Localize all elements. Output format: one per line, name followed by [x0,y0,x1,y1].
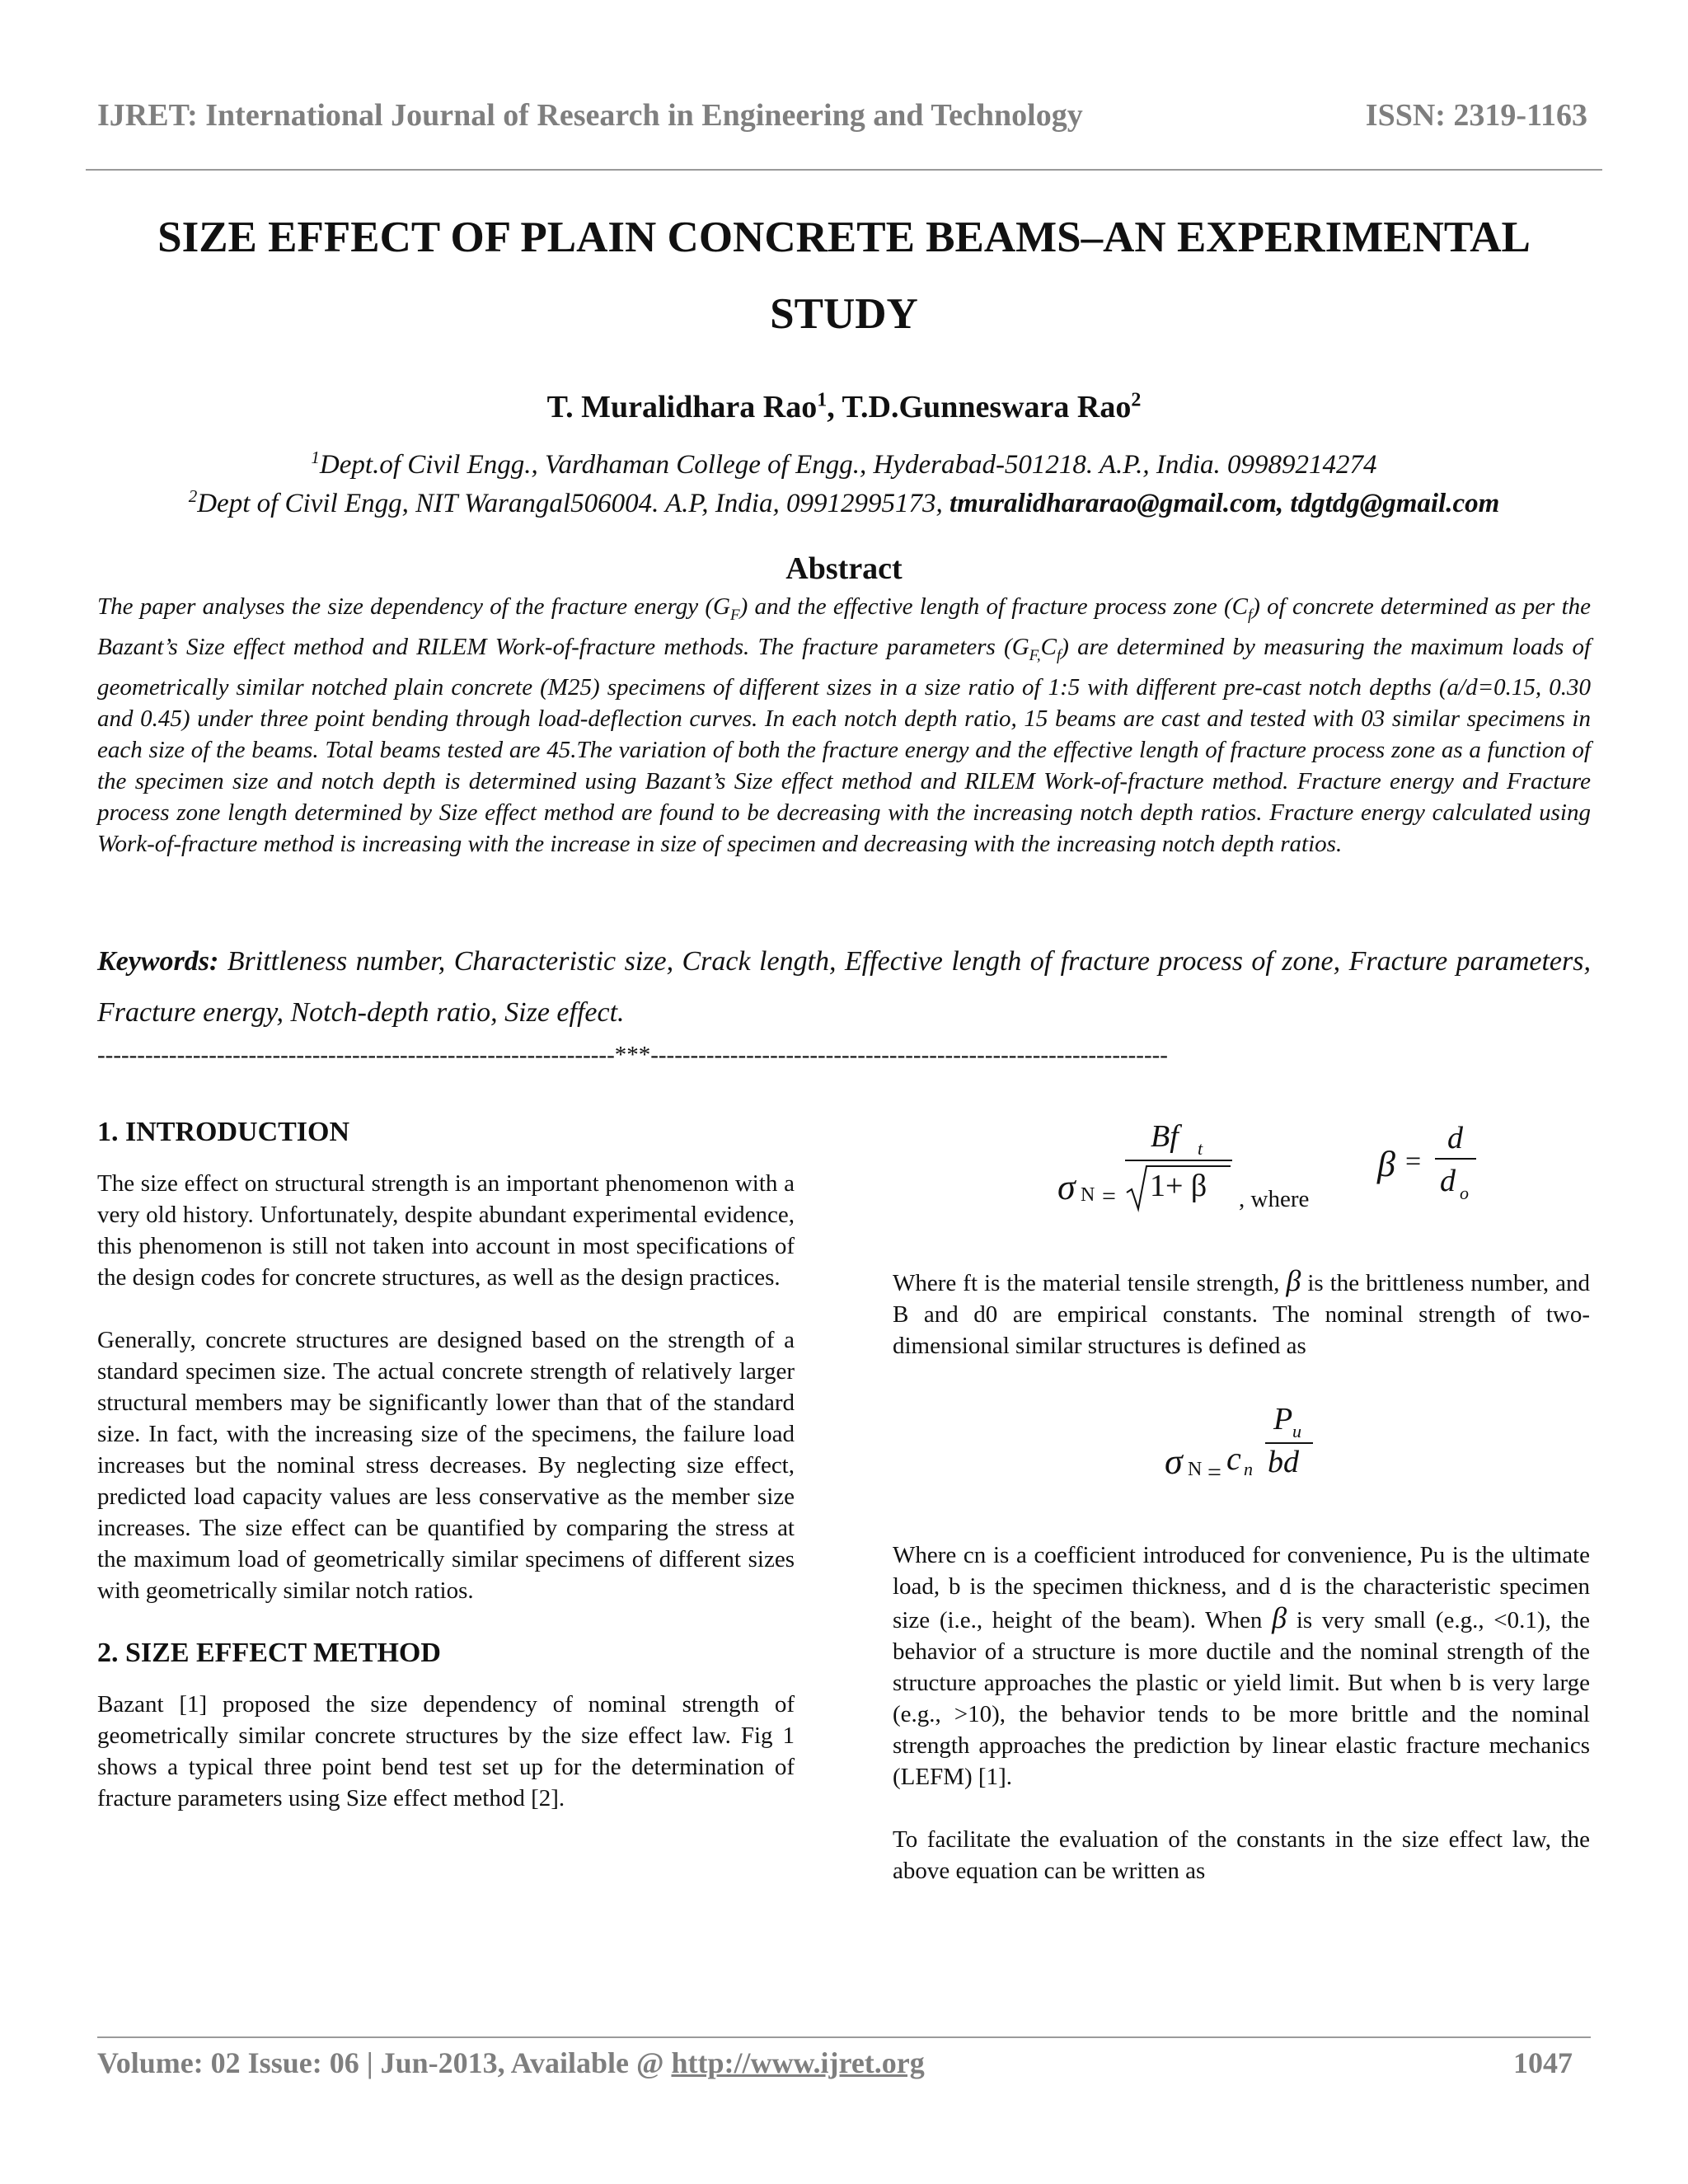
footer-volume [97,2046,925,2080]
abstract-text: ) are determined by measuring the maximum loads of geometrically similar notched plain concrete (M25) specimens of different sizes in a size ratio of 1:5 with different pre-cast notch depths (a/d=0.15, 0.30 and 0.45) under three point bending through load-deflection curves. In each notch depth ratio, 15 beams are cast and tested with 03 similar specimens in each size of the beams. Total beams tested are 45.The variation of both the fracture energy and the effective length of fracture process zone as a function of the specimen size and notch depth is determined using Bazant’s Size effect method and RILEM Work-of-fracture method. Fracture energy and Fracture process zone length determined by Size effect method are found to be decreasing with the increasing notch depth ratios. Fracture energy calculated using Work-of-fracture method is increasing with the increase in size of specimen and decreasing with the increasing notch depth ratios. [97,633,1591,857]
affiliation-2-text: Dept of Civil Engg, NIT Warangal506004. A.P, India, 09912995173, [197,489,950,518]
eq2-equals: = [1207,1459,1221,1486]
eq1-numerator-sub: t [1198,1138,1203,1159]
right-paragraph-2 [893,1540,1590,1793]
author-2-sup: 2 [1131,389,1142,411]
keywords-label: Keywords: [97,946,219,977]
author-emails: tmuralidhararao@gmail.com, tdgtdg@gmail.com [949,489,1500,518]
eq2-coefficient: c [1226,1440,1241,1477]
eq1-beta-denominator: d [1440,1164,1456,1198]
keywords [97,936,1591,1038]
abstract-text: ) of concrete determined as per the Bazant’s Size effect method and RILEM Work-of-fracture methods. The fracture parameters (G [97,593,1592,660]
eq1-numerator: Bf [1151,1119,1179,1154]
eq2-sigma: σ [1165,1441,1183,1482]
header-rule [86,169,1602,171]
eq1-where: , where [1239,1186,1310,1212]
eq1-denominator: 1+ β [1150,1169,1207,1203]
beta-symbol: β [1286,1264,1301,1297]
author-sep: , [827,390,842,424]
author-1: T. Muralidhara Rao [546,390,818,424]
size-effect-heading: 2. SIZE EFFECT METHOD [97,1638,441,1668]
issn-header: ISSN: 2319-1163 [1365,98,1587,133]
size-effect-paragraph: Bazant [1] proposed the size dependency of nominal strength of geometrically similar concrete structures by the size effect law. Fig 1 shows a typical three point bend test set up for the determination of fracture parameters using Size effect method [2]. [97,1691,795,1811]
affiliation-2-sup: 2 [188,486,198,506]
author-1-sup: 1 [817,389,828,411]
author-2: T.D.Gunneswara Rao [842,390,1132,424]
affiliation-1-sup: 1 [311,448,320,467]
authors-line [0,389,1688,425]
eq2-numerator-sub: u [1292,1421,1301,1441]
footer-volume-text: Volume: 02 Issue: 06 | Jun-2013, Available @ [97,2046,672,2079]
eq1-beta-fraction-bar [1435,1158,1476,1160]
eq2-numerator: P [1273,1402,1293,1436]
right-text: is very small (e.g., <0.1), the behavior of a structure is more ductile and the nominal strength of the structure approaches the plastic or yield limit. But when b is very large (e.g., >10), the behavior tends to be more brittle and the nominal strength approaches the prediction by linear elastic fracture mechanics (LEFM) [1]. [893,1607,1590,1790]
abstract-text: The paper analyses the size dependency of the fracture energy (G [97,593,730,620]
journal-link[interactable]: http://www.ijret.org [671,2046,925,2079]
paper-title: SIZE EFFECT OF PLAIN CONCRETE BEAMS–AN EXPERIMENTAL STUDY [157,213,1531,338]
intro-paragraph-1: The size effect on structural strength is an important phenomenon with a very old history. Unfortunately, despite abundant experimental evidence, this phenomenon is still not taken into account in most specifications of the design codes for concrete structures, as well as the design practices. [97,1170,795,1291]
abstract-text: ) and the effective length of fracture process zone (C [739,593,1248,620]
eq1-beta: β [1377,1144,1395,1184]
keywords-text: Brittleness number, Characteristic size, Crack length, Effective length of fracture process of zone, Fracture parameters, Fracture energy, Notch-depth ratio, Size effect. [97,946,1591,1028]
affiliation-2 [91,486,1597,519]
right-paragraph-1 [893,1265,1590,1361]
eq1-beta-numerator: d [1447,1121,1463,1155]
page-number: 1047 [1513,2046,1573,2079]
journal-header: IJRET: International Journal of Research in Engineering and Technology [97,98,1083,133]
eq1-sigma: σ [1057,1167,1076,1207]
eq2-coefficient-sub: n [1244,1459,1253,1479]
intro-heading: 1. INTRODUCTION [97,1117,350,1147]
abstract-text: C [1040,633,1057,660]
abstract-body [97,591,1591,860]
intro-paragraph-2: Generally, concrete structures are designed based on the strength of a standard specimen size. The actual concrete strength of relatively larger structural members may be significantly lower than that of the standard size. In fact, with the increasing size of the specimens, the failure load increases but the nominal stress decreases. By neglecting size effect, predicted load capacity values are less conservative as the member size increases. The size effect can be quantified by comparing the stress at the maximum load of geometrically similar specimens of different sizes with geometrically similar notch ratios. [97,1327,795,1604]
abstract-heading: Abstract [785,551,903,586]
footer-rule [97,2036,1591,2038]
right-column [893,1117,1590,1918]
eq2-denominator: bd [1268,1445,1299,1479]
left-column [97,1117,795,1845]
abstract-sub: F, [1029,646,1041,664]
eq1-sigma-sub: N [1081,1184,1095,1206]
affiliation-1-text: Dept.of Civil Engg., Vardhaman College of Engg., Hyderabad-501218. A.P., India. 09989214274 [319,450,1377,480]
eq1-equals: = [1102,1183,1116,1210]
right-text: is the brittleness number, and B and d0 are empirical constants. The nominal strength of two-dimensional similar structures is defined as [893,1270,1590,1359]
eq1-beta-equals: = [1405,1146,1422,1177]
abstract-sub: f [1248,606,1253,624]
equation-size-effect-law [893,1117,1590,1265]
abstract-sub: F [729,606,740,624]
eq2-sigma-sub: N [1188,1459,1203,1480]
affiliation-1 [91,448,1597,480]
abstract-sub: f [1056,646,1062,664]
eq1-fraction-bar [1125,1160,1232,1161]
right-text: Where ft is the material tensile strength, [893,1270,1287,1296]
beta-symbol: β [1272,1601,1287,1634]
right-paragraph-3: To facilitate the evaluation of the constants in the size effect law, the above equation can be written as [893,1826,1590,1884]
eq1-beta-denominator-sub: o [1460,1183,1469,1203]
section-divider: -----------------------------------------------------------------***----------------------------------------------------------------- [97,1042,1168,1068]
equation-nominal-strength [893,1393,1590,1508]
right-text: Where cn is a coefficient introduced for convenience, Pu is the ultimate load, b is the specimen thickness, and d is the characteristic specimen size (i.e., height of the beam). When [893,1542,1590,1633]
